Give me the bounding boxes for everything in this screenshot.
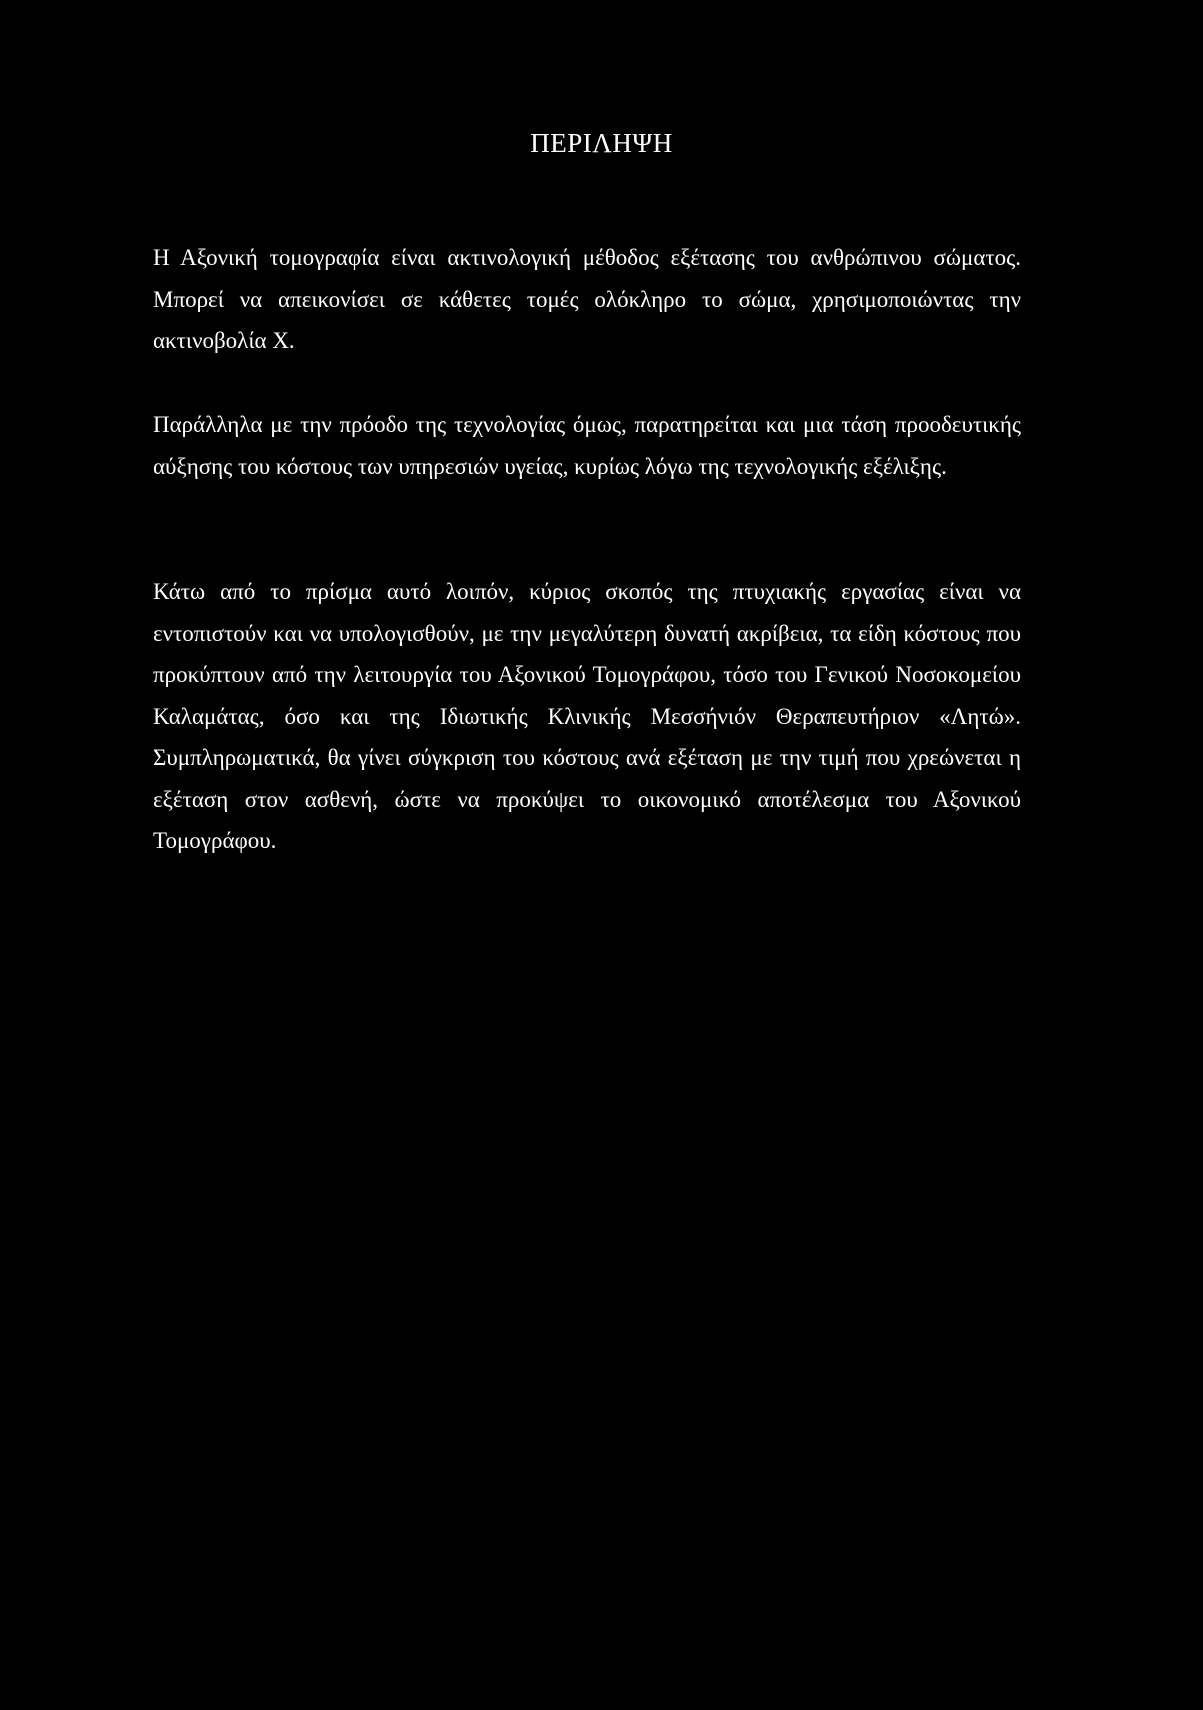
page-title: ΠΕΡΙΛΗΨΗ xyxy=(530,128,673,158)
paragraph-cost-trend: Παράλληλα με την πρόοδο της τεχνολογίας όμως, παρατηρείται και μια τάση προοδευτικής αύξησης του κόστους των υπηρεσιών υγείας, κυρίως λόγω της τεχνολογικής εξέλιξης. xyxy=(153,412,1021,479)
paragraph-intro: Η Αξονική τομογραφία είναι ακτινολογική μέθοδος εξέτασης του ανθρώπινου σώματος. Μπορεί να απεικονίσει σε κάθετες τομές ολόκληρο το σώμα, χρησιμοποιώντας την ακτινοβολία Χ. xyxy=(153,245,1021,353)
paragraph-purpose: Κάτω από το πρίσμα αυτό λοιπόν, κύριος σκοπός της πτυχιακής εργασίας είναι να εντοπιστούν και να υπολογισθούν, με την μεγαλύτερη δυνατή ακρίβεια, τα είδη κόστους που προκύπτουν από την λειτουργία του Αξονικού Τομογράφου, τόσο του Γενικού Νοσοκομείου Καλαμάτας, όσο και της Ιδιωτικής Κλινικής Μεσσήνιόν Θεραπευτήριον «Λητώ». Συμπληρωματικά, θα γίνει σύγκριση του κόστους ανά εξέταση με την τιμή που χρεώνεται η εξέταση στον ασθενή, ώστε να προκύψει το οικονομικό αποτέλεσμα του Αξονικού Τομογράφου. xyxy=(153,579,1021,853)
